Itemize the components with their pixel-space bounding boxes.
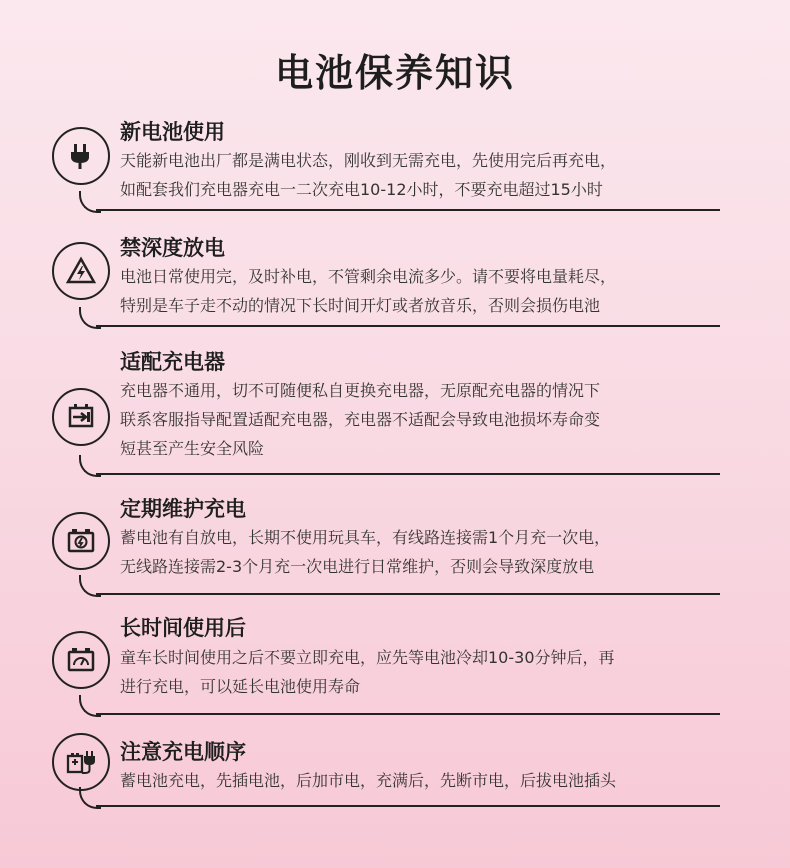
divider — [96, 593, 720, 595]
divider — [96, 209, 720, 211]
divider — [96, 473, 720, 475]
section-title: 长时间使用后 — [120, 616, 246, 640]
section-text-line: 进行充电，可以延长电池使用寿命 — [120, 677, 361, 696]
section-title: 注意充电顺序 — [120, 740, 246, 764]
section-title: 定期维护充电 — [120, 497, 246, 521]
section-text-line: 特别是车子走不动的情况下长时间开灯或者放音乐，否则会损伤电池 — [120, 296, 601, 315]
section-text-line: 电池日常使用完，及时补电，不管剩余电流多少。请不要将电量耗尽， — [120, 267, 617, 286]
charging-order-icon — [52, 733, 110, 791]
page-title: 电池保养知识 — [274, 51, 515, 95]
section-text-line: 蓄电池有自放电，长期不使用玩具车，有线路连接需1个月充一次电， — [120, 528, 611, 547]
section-title: 新电池使用 — [120, 120, 225, 144]
divider — [96, 325, 720, 327]
divider — [96, 713, 720, 715]
plug-icon — [52, 127, 110, 185]
divider — [96, 805, 720, 807]
section-text-line: 无线路连接需2-3个月充一次电进行日常维护，否则会导致深度放电 — [120, 557, 595, 576]
section-title: 适配充电器 — [120, 350, 225, 374]
section-text-line: 充电器不通用，切不可随便私自更换充电器，无原配充电器的情况下 — [120, 381, 601, 400]
section-text-line: 如配套我们充电器充电一二次充电10-12小时，不要充电超过15小时 — [120, 180, 603, 199]
section-text-line: 蓄电池充电，先插电池，后加市电，充满后，先断市电，后拔电池插头 — [120, 771, 617, 790]
section-text-line: 短甚至产生安全风险 — [120, 439, 265, 458]
section-title: 禁深度放电 — [120, 236, 225, 260]
section-text-line: 童车长时间使用之后不要立即充电，应先等电池冷却10-30分钟后，再 — [120, 648, 615, 667]
battery-gauge-icon — [52, 631, 110, 689]
warning-icon — [52, 242, 110, 300]
battery-charge-icon — [52, 512, 110, 570]
charger-icon — [52, 388, 110, 446]
section-text-line: 天能新电池出厂都是满电状态，刚收到无需充电，先使用完后再充电， — [120, 151, 617, 170]
section-text-line: 联系客服指导配置适配充电器，充电器不适配会导致电池损坏寿命变 — [120, 410, 601, 429]
